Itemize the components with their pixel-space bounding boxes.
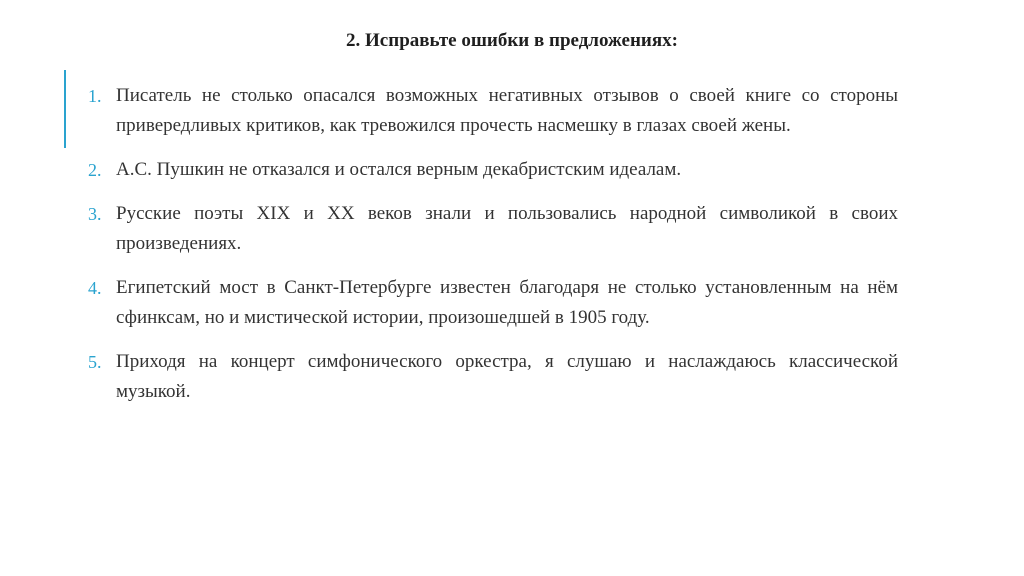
list-item-number: 4. <box>88 278 102 298</box>
list-item-text: Писатель не столько опасался возможных негативных отзывов о своей книге со стороны привередливых критиков, как тревожился прочесть насмешку в глазах своей жены. <box>116 85 898 136</box>
list-item-text: Египетский мост в Санкт-Петербурге известен благодаря не столько установленным на нём сфинксам, но и мистической истории, произошедшей в 1905 году. <box>116 277 898 328</box>
task-list <box>88 81 898 421</box>
list-item <box>88 273 898 333</box>
list-item-number: 2. <box>88 160 102 180</box>
list-item-text: Приходя на концерт симфонического оркестра, я слушаю и наслаждаюсь классической музыкой. <box>116 351 898 402</box>
list-item-number: 5. <box>88 352 102 372</box>
list-item <box>88 347 898 407</box>
slide-title: 2. Исправьте ошибки в предложениях: <box>346 30 678 51</box>
list-item <box>88 81 898 141</box>
accent-bar <box>64 70 66 148</box>
list-item-number: 3. <box>88 204 102 224</box>
list-item-number: 1. <box>88 86 102 106</box>
list-item-text: А.С. Пушкин не отказался и остался верным декабристским идеалам. <box>116 159 682 180</box>
list-item-text: Русские поэты XIX и XX веков знали и пользовались народной символикой в своих произведениях. <box>116 203 898 254</box>
list-item <box>88 199 898 259</box>
list-item <box>88 155 898 185</box>
